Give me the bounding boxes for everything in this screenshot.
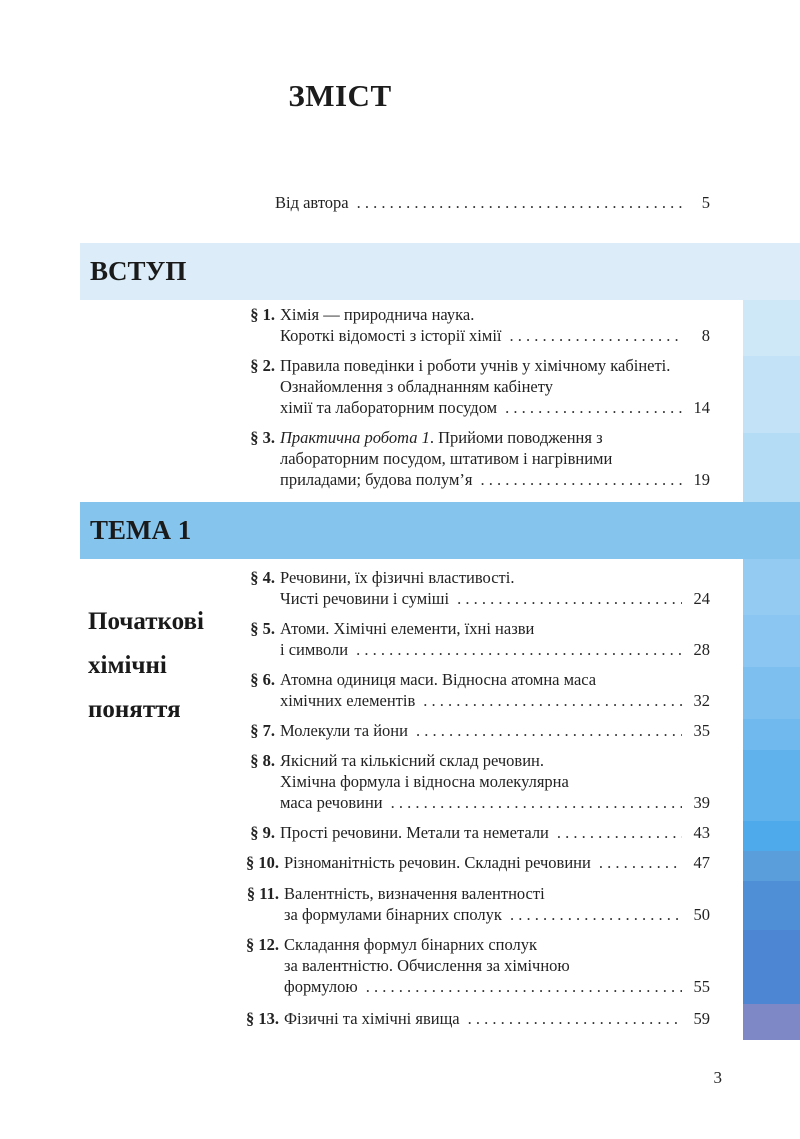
section-band-intro: ВСТУП bbox=[80, 243, 800, 300]
leader-dots bbox=[468, 1008, 682, 1029]
toc-entry[interactable] bbox=[240, 822, 710, 843]
leader-dots bbox=[356, 639, 682, 660]
toc-entry-text: Від автора bbox=[275, 193, 349, 212]
toc-page-number: 5 bbox=[701, 193, 710, 212]
toc-page-number: 50 bbox=[693, 905, 710, 924]
toc-page-number: 39 bbox=[693, 793, 710, 812]
toc-entry-text: Фізичні та хімічні явища bbox=[284, 1009, 460, 1028]
leader-dots bbox=[480, 469, 682, 490]
topic-name-line: хімічні bbox=[88, 652, 167, 679]
toc-page-number: 55 bbox=[693, 977, 710, 996]
leader-dots bbox=[510, 325, 683, 346]
toc-page-number: 24 bbox=[693, 589, 710, 608]
toc-entry[interactable] bbox=[240, 669, 710, 711]
leader-dots bbox=[457, 588, 682, 609]
toc-entry-text: за формулами бінарних сполук bbox=[284, 905, 502, 924]
toc-page-number: 32 bbox=[693, 691, 710, 710]
leader-dots bbox=[366, 976, 682, 997]
leader-dots bbox=[505, 397, 682, 418]
toc-entry[interactable] bbox=[240, 883, 710, 925]
strip-segment bbox=[743, 300, 800, 356]
strip-segment bbox=[743, 615, 800, 667]
toc-section-number: § 11. bbox=[246, 884, 279, 903]
toc-entry-text: і символи bbox=[280, 640, 349, 659]
toc-section-number: § 10. bbox=[246, 853, 279, 872]
toc-entry[interactable] bbox=[240, 618, 710, 660]
toc-entry[interactable] bbox=[240, 427, 710, 490]
toc-entry[interactable] bbox=[240, 934, 710, 997]
toc-section-number: § 6. bbox=[250, 670, 275, 689]
toc-entry-text: . Прийоми поводження з bbox=[429, 428, 603, 447]
strip-segment bbox=[743, 667, 800, 719]
page-title: ЗМІСТ bbox=[288, 78, 392, 113]
toc-page-number: 43 bbox=[693, 823, 710, 842]
toc-entry-text: Валентність, визначення валентності bbox=[284, 884, 545, 903]
toc-entry-text: Чисті речовини і суміші bbox=[280, 589, 450, 608]
toc-page-number: 28 bbox=[693, 640, 710, 659]
toc-page-number: 8 bbox=[701, 326, 710, 345]
toc-section-number: § 9. bbox=[250, 823, 275, 842]
toc-entry-text: хімії та лабораторним посудом bbox=[280, 398, 498, 417]
toc-entry-text: Різноманітність речовин. Складні речовини bbox=[284, 853, 591, 872]
toc-entry-text: приладами; будова полум’я bbox=[280, 470, 473, 489]
toc-entry-from-author[interactable] bbox=[275, 192, 710, 213]
strip-segment bbox=[743, 433, 800, 502]
toc-entry[interactable] bbox=[240, 852, 710, 873]
strip-segment bbox=[743, 559, 800, 615]
toc-page-number: 19 bbox=[693, 470, 710, 489]
strip-segment bbox=[743, 356, 800, 433]
toc-entry-text: Молекули та йони bbox=[280, 721, 408, 740]
toc-entry-text: Хімія — природнича наука. bbox=[280, 305, 475, 324]
leader-dots bbox=[357, 192, 682, 213]
toc-entry-text: Атоми. Хімічні елементи, їхні назви bbox=[280, 619, 535, 638]
strip-segment bbox=[743, 881, 800, 930]
toc-section-number: § 3. bbox=[250, 428, 275, 447]
topic-name-line: поняття bbox=[88, 696, 181, 723]
toc-page-number: 47 bbox=[693, 853, 710, 872]
toc-entry-text: Правила поведінки і роботи учнів у хімічному кабінеті. bbox=[280, 356, 671, 375]
toc-section-number: § 8. bbox=[250, 751, 275, 770]
toc-entry-text: Атомна одиниця маси. Відносна атомна маса bbox=[280, 670, 597, 689]
toc-entry-italic-text: Практична робота 1 bbox=[280, 428, 430, 447]
toc-entry-text: лабораторним посудом, штативом і нагрівними bbox=[280, 449, 613, 468]
toc-page-number: 14 bbox=[693, 398, 710, 417]
toc-entry[interactable] bbox=[240, 750, 710, 813]
leader-dots bbox=[510, 904, 682, 925]
toc-entry[interactable] bbox=[240, 304, 710, 346]
toc-section-number: § 1. bbox=[250, 305, 275, 324]
toc-entry[interactable] bbox=[240, 567, 710, 609]
toc-section-number: § 4. bbox=[250, 568, 275, 587]
toc-page-number: 59 bbox=[693, 1009, 710, 1028]
toc-section-number: § 5. bbox=[250, 619, 275, 638]
toc-section-number: § 2. bbox=[250, 356, 275, 375]
toc-section-number: § 7. bbox=[250, 721, 275, 740]
toc-entry[interactable] bbox=[240, 1008, 710, 1029]
toc-entry-text: Прості речовини. Метали та неметали bbox=[280, 823, 549, 842]
toc-entry-text: Якісний та кількісний склад речовин. bbox=[280, 751, 545, 770]
strip-segment bbox=[743, 1004, 800, 1040]
strip-segment bbox=[743, 821, 800, 851]
toc-entry-text: Речовини, їх фізичні властивості. bbox=[280, 568, 515, 587]
strip-segment bbox=[743, 750, 800, 821]
toc-section-number: § 12. bbox=[246, 935, 279, 954]
toc-entry-text: Ознайомлення з обладнанням кабінету bbox=[280, 377, 553, 396]
strip-segment bbox=[743, 851, 800, 881]
toc-entry-text: хімічних елементів bbox=[280, 691, 416, 710]
toc-entry-text: Хімічна формула і відносна молекулярна bbox=[280, 772, 569, 791]
leader-dots bbox=[423, 690, 682, 711]
toc-page-number: 35 bbox=[693, 721, 710, 740]
leader-dots bbox=[557, 822, 682, 843]
leader-dots bbox=[599, 852, 682, 873]
toc-entry[interactable] bbox=[240, 355, 710, 418]
toc-entry-text: Складання формул бінарних сполук bbox=[284, 935, 538, 954]
page-number: 3 bbox=[713, 1068, 722, 1087]
toc-entry-text: Короткі відомості з історії хімії bbox=[280, 326, 502, 345]
leader-dots bbox=[391, 792, 682, 813]
toc-entry[interactable] bbox=[240, 720, 710, 741]
toc-section-number: § 13. bbox=[246, 1009, 279, 1028]
strip-segment bbox=[743, 719, 800, 750]
section-band-topic: ТЕМА 1 bbox=[80, 502, 800, 559]
topic-name bbox=[88, 600, 204, 732]
toc-entry-text: за валентністю. Обчислення за хімічною bbox=[284, 956, 570, 975]
leader-dots bbox=[416, 720, 682, 741]
toc-entry-text: формулою bbox=[284, 977, 358, 996]
toc-entry-text: маса речовини bbox=[280, 793, 383, 812]
strip-segment bbox=[743, 930, 800, 1004]
topic-name-line: Початкові bbox=[88, 608, 204, 635]
